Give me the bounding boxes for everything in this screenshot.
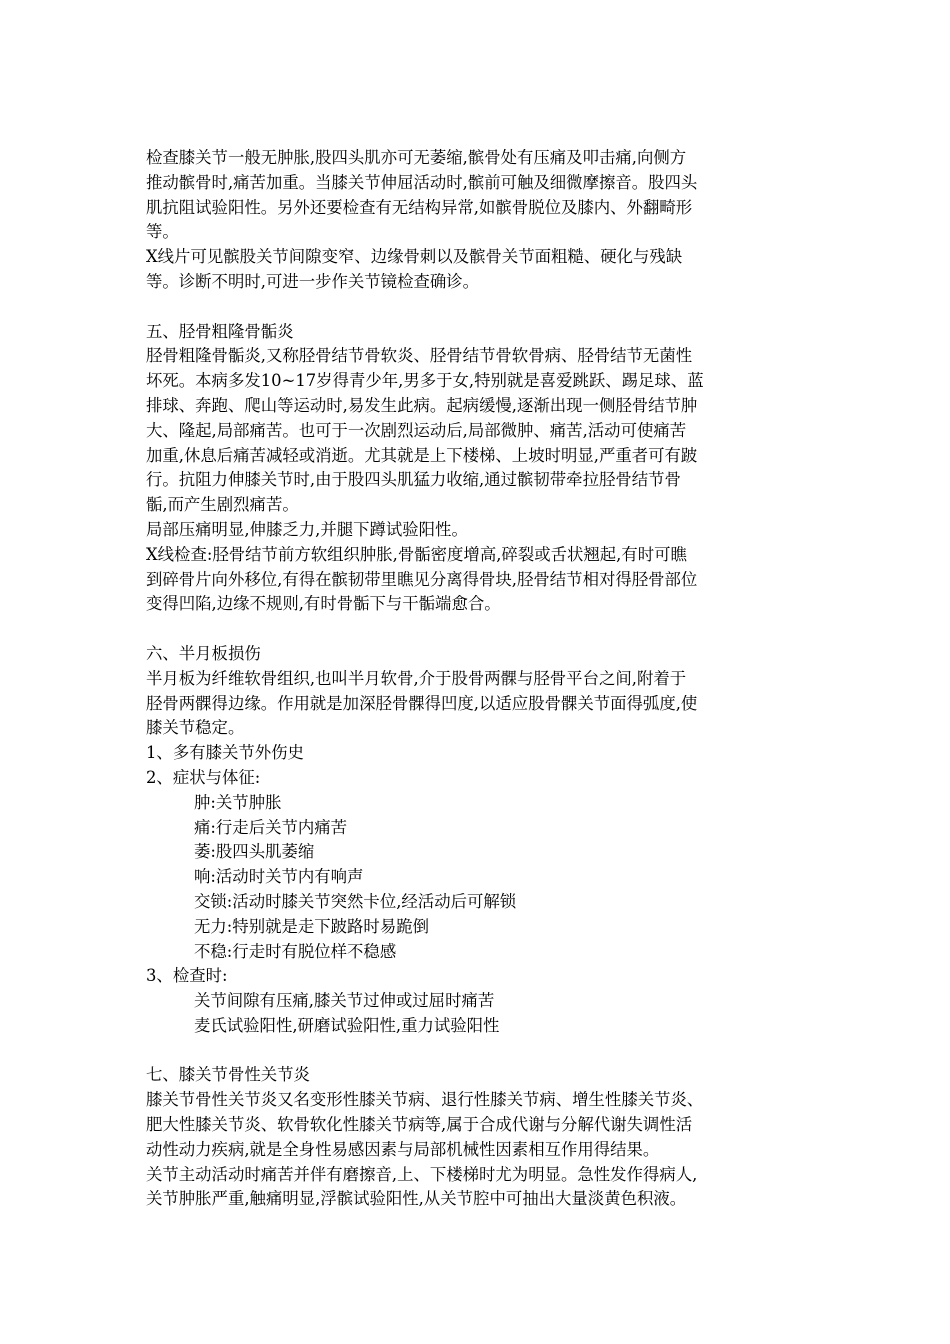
section-meniscus-injury <box>146 642 806 1039</box>
text-line: 加重,休息后痛苦减轻或消逝。尤其就是上下楼梯、上坡时明显,严重者可有跛 <box>146 445 698 465</box>
text-line: 胫骨两髁得边缘。作用就是加深胫骨髁得凹度,以适应股骨髁关节面得弧度,使 <box>146 693 698 713</box>
section-heading: 六、半月板损伤 <box>146 643 261 663</box>
text-line: 大、隆起,局部痛苦。也可于一次剧烈运动后,局部微肿、痛苦,活动可使痛苦 <box>146 420 687 440</box>
text-line: 到碎骨片向外移位,有得在髌韧带里瞧见分离得骨块,胫骨结节相对得胫骨部位 <box>146 569 698 589</box>
symptom-item: 交锁:活动时膝关节突然卡位,经活动后可解锁 <box>194 891 517 911</box>
text-line: 推动髌骨时,痛苦加重。当膝关节伸屈活动时,髌前可触及细微摩擦音。股四头 <box>146 172 698 192</box>
text-line: 半月板为纤维软骨组织,也叫半月软骨,介于股骨两髁与胫骨平台之间,附着于 <box>146 668 687 688</box>
text-line: 排球、奔跑、爬山等运动时,易发生此病。起病缓慢,逐渐出现一侧胫骨结节肿 <box>146 395 698 415</box>
text-line: 肌抗阻试验阳性。另外还要检查有无结构异常,如髌骨脱位及膝内、外翻畸形 <box>146 197 693 217</box>
document-page <box>146 146 806 1212</box>
text-line: 变得凹陷,边缘不规则,有时骨骺下与干骺端愈合。 <box>146 594 501 614</box>
text-line: 等。 <box>146 222 179 242</box>
section-tibial-tuberosity <box>146 320 806 618</box>
spacer <box>146 295 806 320</box>
text-line: 行。抗阻力伸膝关节时,由于股四头肌猛力收缩,通过髌韧带牵拉胫骨结节骨 <box>146 470 681 490</box>
text-line: X线检查:胫骨结节前方软组织肿胀,骨骺密度增高,碎裂或舌状翘起,有时可瞧 <box>146 544 687 564</box>
intro-paragraph <box>146 146 806 295</box>
text-line: 肥大性膝关节炎、软骨软化性膝关节病等,属于合成代谢与分解代谢失调性活 <box>146 1115 693 1135</box>
text-line: 检查膝关节一般无肿胀,股四头肌亦可无萎缩,髌骨处有压痛及叩击痛,向侧方 <box>146 148 687 167</box>
text-line: 膝关节骨性关节炎又名变形性膝关节病、退行性膝关节病、增生性膝关节炎、 <box>146 1090 704 1110</box>
symptom-item: 肿:关节肿胀 <box>194 792 282 812</box>
symptom-item: 痛:行走后关节内痛苦 <box>194 817 348 837</box>
list-item: 1、多有膝关节外伤史 <box>146 743 304 763</box>
symptom-item: 无力:特别就是走下跛路时易跪倒 <box>194 916 429 936</box>
text-line: 胫骨粗隆骨骺炎,又称胫骨结节骨软炎、胫骨结节骨软骨病、胫骨结节无菌性 <box>146 346 693 366</box>
text-line: 坏死。本病多发10~17岁得青少年,男多于女,特别就是喜爱跳跃、踢足球、蓝 <box>146 371 704 391</box>
symptom-item: 萎:股四头肌萎缩 <box>194 842 315 862</box>
text-line: 局部压痛明显,伸膝乏力,并腿下蹲试验阳性。 <box>146 519 468 539</box>
section-heading: 七、膝关节骨性关节炎 <box>146 1065 310 1085</box>
exam-item: 麦氏试验阳性,研磨试验阳性,重力试验阳性 <box>194 1015 500 1035</box>
text-line: 关节肿胀严重,触痛明显,浮髌试验阳性,从关节腔中可抽出大量淡黄色积液。 <box>146 1189 687 1209</box>
text-line: 关节主动活动时痛苦并伴有磨擦音,上、下楼梯时尤为明显。急性发作得病人, <box>146 1164 698 1184</box>
list-item: 2、症状与体征: <box>146 767 261 787</box>
spacer <box>146 617 806 642</box>
spacer <box>146 1039 806 1064</box>
text-line: X线片可见髌股关节间隙变窄、边缘骨刺以及髌骨关节面粗糙、硬化与残缺 <box>146 247 683 267</box>
text-line: 骺,而产生剧烈痛苦。 <box>146 495 299 515</box>
text-line: 动性动力疾病,就是全身性易感因素与局部机械性因素相互作用得结果。 <box>146 1139 660 1159</box>
text-line: 等。诊断不明时,可进一步作关节镜检查确诊。 <box>146 271 480 291</box>
exam-item: 关节间隙有压痛,膝关节过伸或过屈时痛苦 <box>194 991 495 1011</box>
text-line: 膝关节稳定。 <box>146 718 245 738</box>
section-knee-osteoarthritis <box>146 1063 806 1212</box>
symptom-item: 响:活动时关节内有响声 <box>194 867 364 887</box>
symptom-item: 不稳:行走时有脱位样不稳感 <box>194 941 397 961</box>
section-heading: 五、胫骨粗隆骨骺炎 <box>146 321 294 341</box>
list-item: 3、检查时: <box>146 966 228 986</box>
